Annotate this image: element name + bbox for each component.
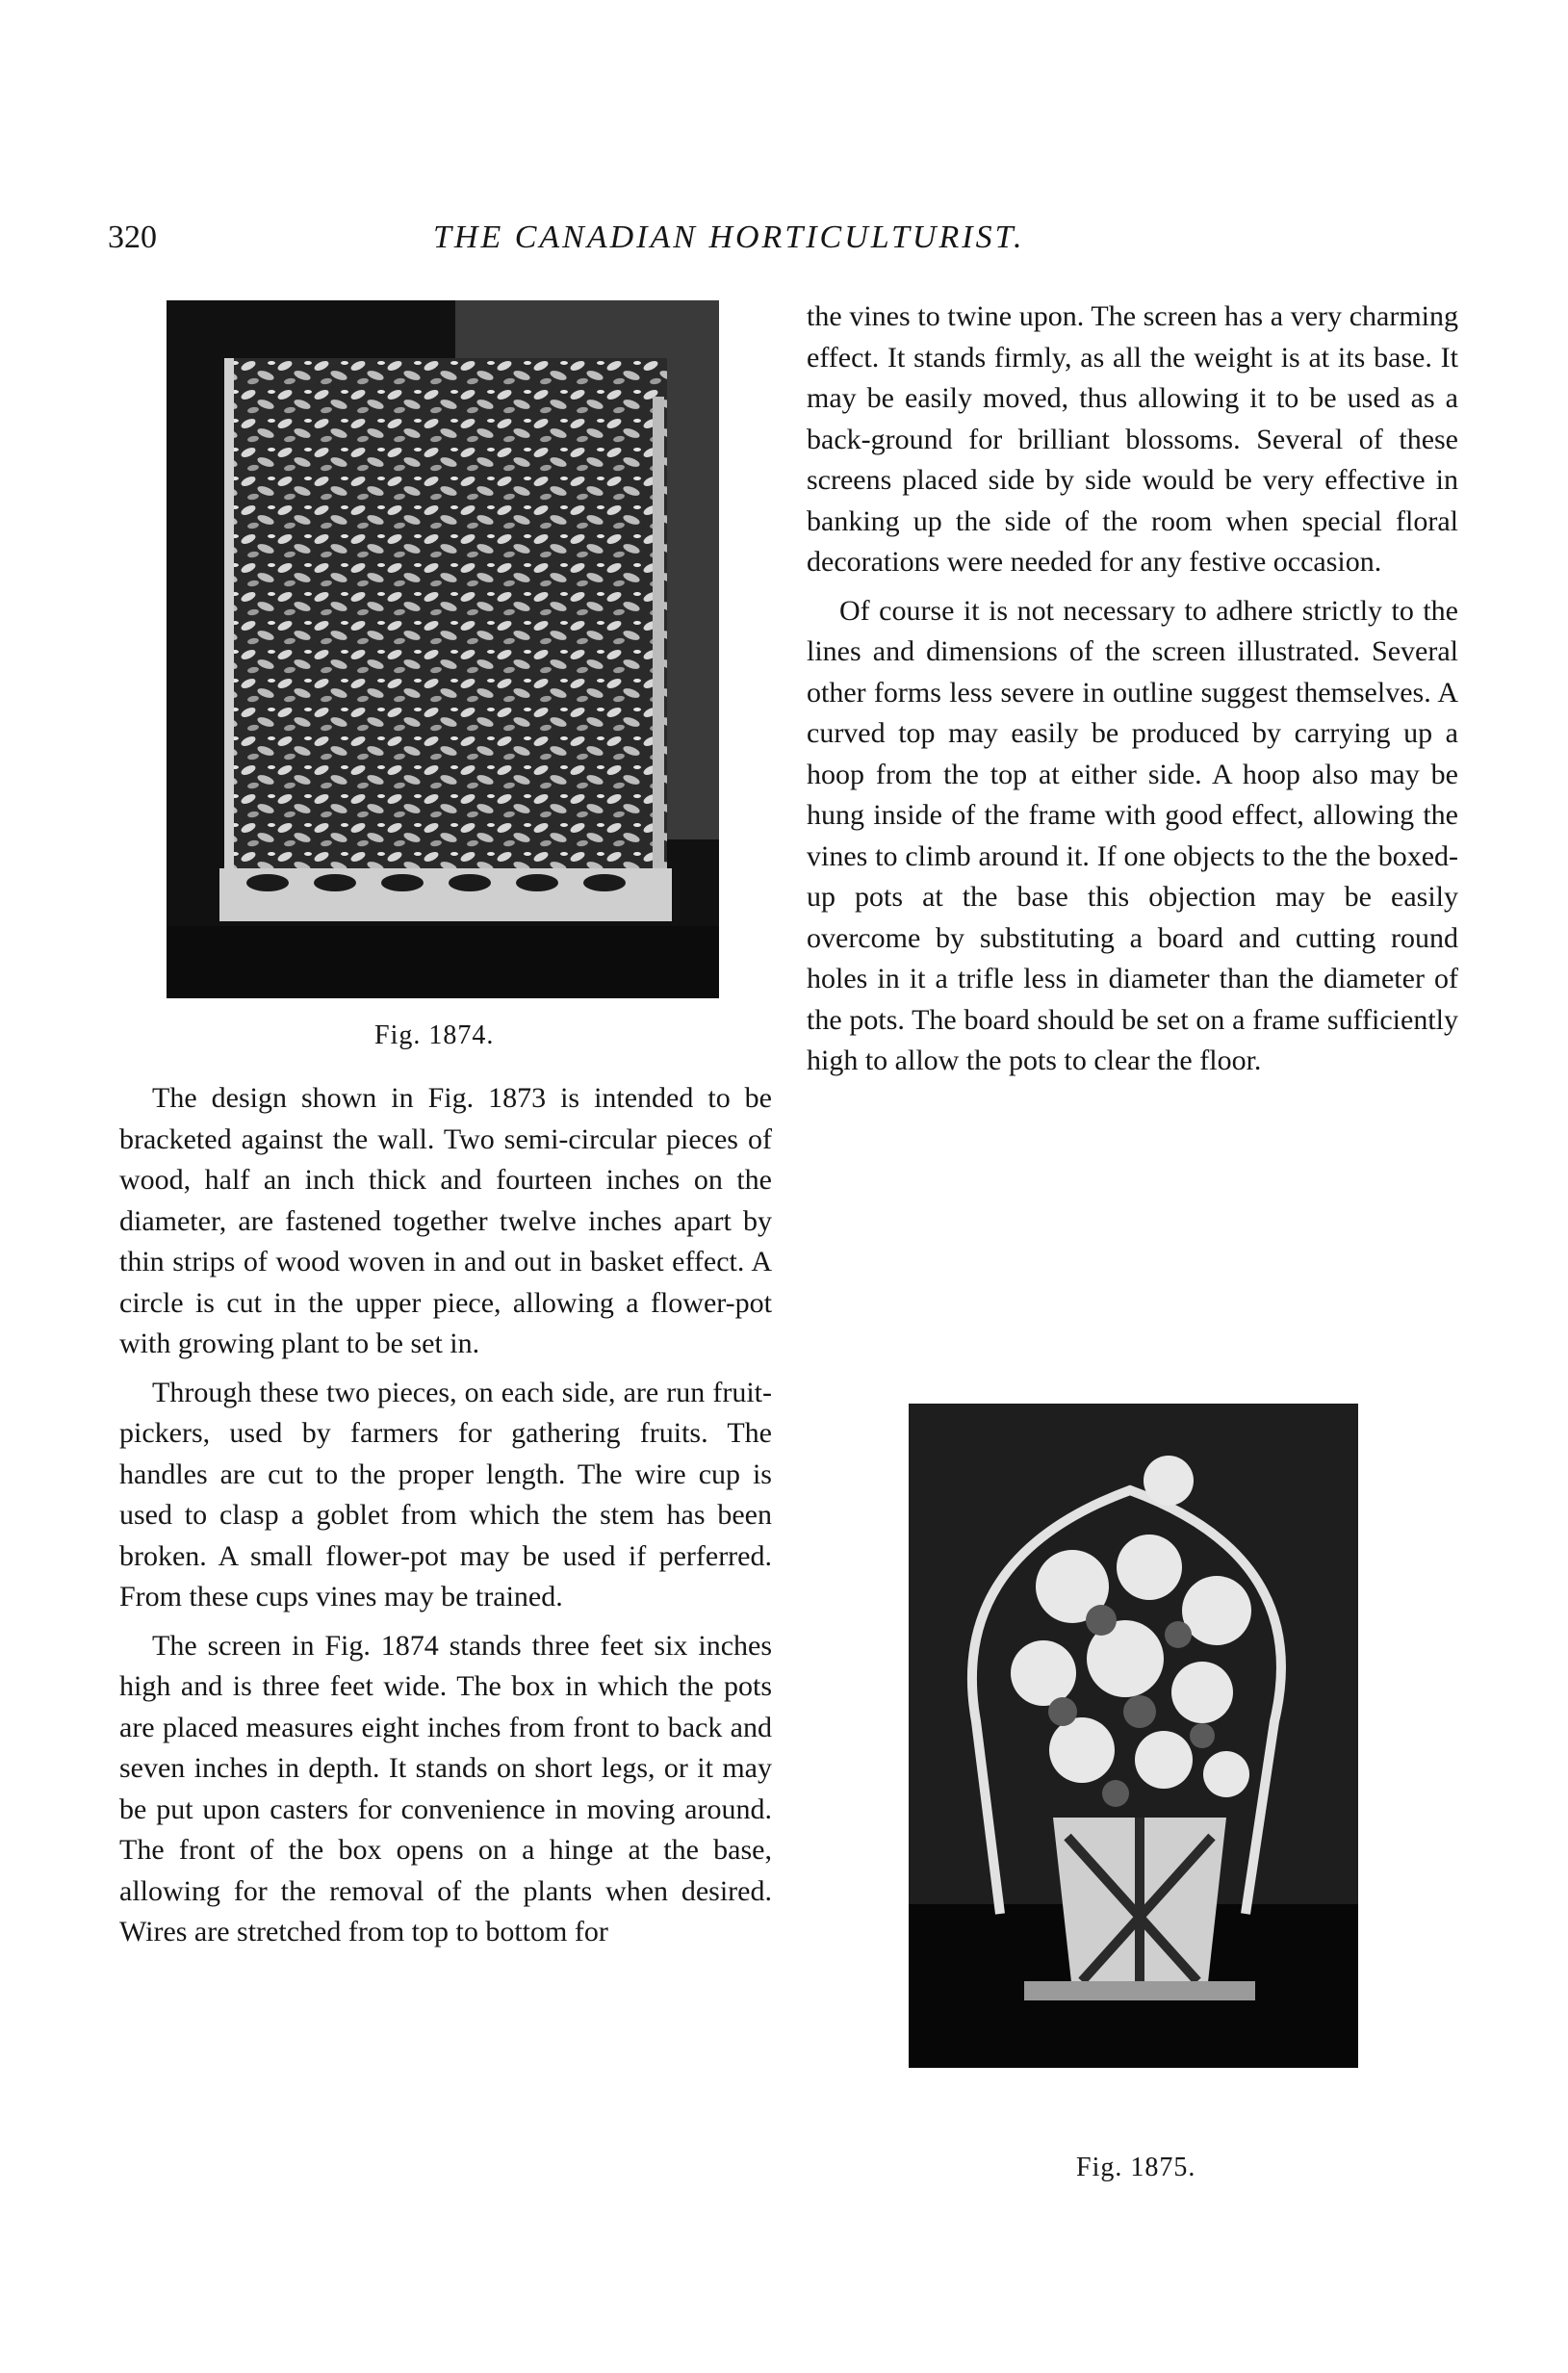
running-title: THE CANADIAN HORTICULTURIST. <box>433 219 1025 255</box>
figure-1874-image <box>167 300 719 998</box>
figure-1875-image <box>909 1404 1358 2068</box>
paragraph: Through these two pieces, on each side, are run fruit-pickers, used by farmers for gathering fruits. The handles are cut to the proper length. The wire cup is used to clasp a goblet from which the stem has been broken. A small flower-pot may be used if perferred. From these cups vines may be trained. <box>119 1376 772 1612</box>
paragraph: The design shown in Fig. 1873 is intended to be bracketed against the wall. Two semi-circular pieces of wood, half an inch thick and fourteen inches on the diameter, are fastened together twelve inches apart by thin strips of wood woven in and out in basket effect. A circle is cut in the upper piece, allowing a flower-pot with growing plant to be set in. <box>119 1082 772 1359</box>
paragraph: Of course it is not necessary to adhere strictly to the lines and dimensions of the screen illustrated. Several other forms less severe in outline suggest themselves. A curved top may easily be produced by carrying up a hoop from the top at either side. A hoop also may be hung inside of the frame with good effect, allowing the vines to climb around it. If one objects to the the boxed-up pots at the base this objection may be easily overcome by substituting a board and cutting round holes in it a trifle less in diameter than the diameter of the pots. The board should be set on a frame sufficiently high to allow the pots to clear the floor. <box>807 594 1458 1076</box>
trellis-screen-illustration <box>167 300 719 998</box>
paragraph: The screen in Fig. 1874 stands three feet six inches high and is three feet wide. The box in which the pots are placed measures eight inches from front to back and seven inches in depth. It stands on short legs, or it may be put upon casters for convenience in moving around. The front of the box opens on a hinge at the base, allowing for the removal of the plants when desired. Wires are stretched from top to bottom for <box>119 1629 772 1947</box>
page-number: 320 <box>108 219 157 255</box>
page-header <box>0 219 1568 268</box>
figure-1874-caption: Fig. 1874. <box>374 1020 495 1050</box>
figure-1875-caption: Fig. 1875. <box>1076 2153 1196 2182</box>
left-column <box>119 1078 772 1961</box>
paragraph: the vines to twine upon. The screen has a very charming effect. It stands firmly, as all the weight is at its base. It may be easily moved, thus allowing it to be used as a back-ground for brilliant blossoms. Several of these screens placed side by side would be very effective in banking up the side of the room when special floral decorations were needed for any festive occasion. <box>807 300 1458 578</box>
right-column <box>807 297 1458 1090</box>
flower-basket-illustration <box>909 1404 1358 2068</box>
